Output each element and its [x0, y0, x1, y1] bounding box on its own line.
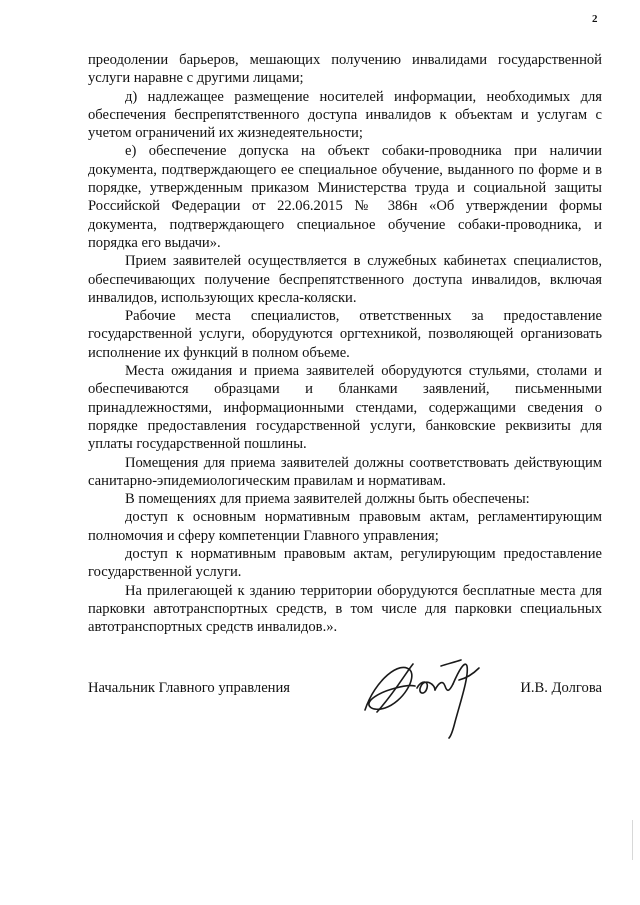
paragraph-reception: Прием заявителей осуществляется в служебных кабинетах специалистов, обеспечивающих получение беспрепятственного доступа инвалидов, включая инвалидов, использующих кресла-коляски. [88, 253, 602, 306]
handwritten-signature-icon [355, 640, 495, 740]
paragraph-parking: На прилегающей к зданию территории оборудуются бесплатные места для парковки автотранспортных средств, в том числе для парковки специальных автотранспортных средств инвалидов.». [88, 582, 602, 636]
page-edge-mark [632, 820, 633, 860]
paragraph-access-acts: доступ к основным нормативным правовым актам, регламентирующим полномочия и сферу компетенции Главного управления; [88, 509, 602, 544]
paragraph-item-d: д) надлежащее размещение носителей информации, необходимых для обеспечения беспрепятственного доступа инвалидов к объектам и услугам с учетом ограничений их жизнедеятельности; [88, 88, 602, 142]
signer-name: И.В. Долгова [520, 680, 602, 696]
signer-title: Начальник Главного управления [88, 680, 291, 696]
paragraph-continuation: преодолении барьеров, мешающих получению инвалидами государственной услуги наравне с другими лицами; [88, 52, 602, 87]
paragraph-access-regulations: доступ к нормативным правовым актам, регулирующим предоставление государственной услуги. [88, 546, 602, 581]
paragraph-item-e: е) обеспечение допуска на объект собаки-проводника при наличии документа, подтверждающего ее специальное обучение, выданного по форме и в порядке, утвержденным приказом Министерства труда и социальной защиты Российской Федерации от 22.06.2015 № 386н «Об утверждении формы документа, подтверждающего специальное обучение собаки-проводника, и порядка его выдачи». [88, 143, 602, 251]
document-body [88, 51, 602, 637]
paragraph-premises-provided: В помещениях для приема заявителей должны быть обеспечены: [125, 491, 530, 508]
signature-block [88, 680, 602, 700]
paragraph-waiting-areas: Места ожидания и приема заявителей оборудуются стульями, столами и обеспечиваются образцами и бланками заявлений, письменными принадлежностями, информационными стендами, содержащими сведения о порядке предоставления государственной услуги, банковские реквизиты для уплаты государственной пошлины. [88, 363, 602, 453]
paragraph-sanitary-rules: Помещения для приема заявителей должны соответствовать действующим санитарно-эпидемиологическим правилам и нормативам. [88, 454, 602, 489]
page-number: 2 [592, 13, 598, 25]
paragraph-workplaces: Рабочие места специалистов, ответственных за предоставление государственной услуги, оборудуются оргтехникой, позволяющей организовать исполнение их функций в полном объеме. [88, 308, 602, 361]
